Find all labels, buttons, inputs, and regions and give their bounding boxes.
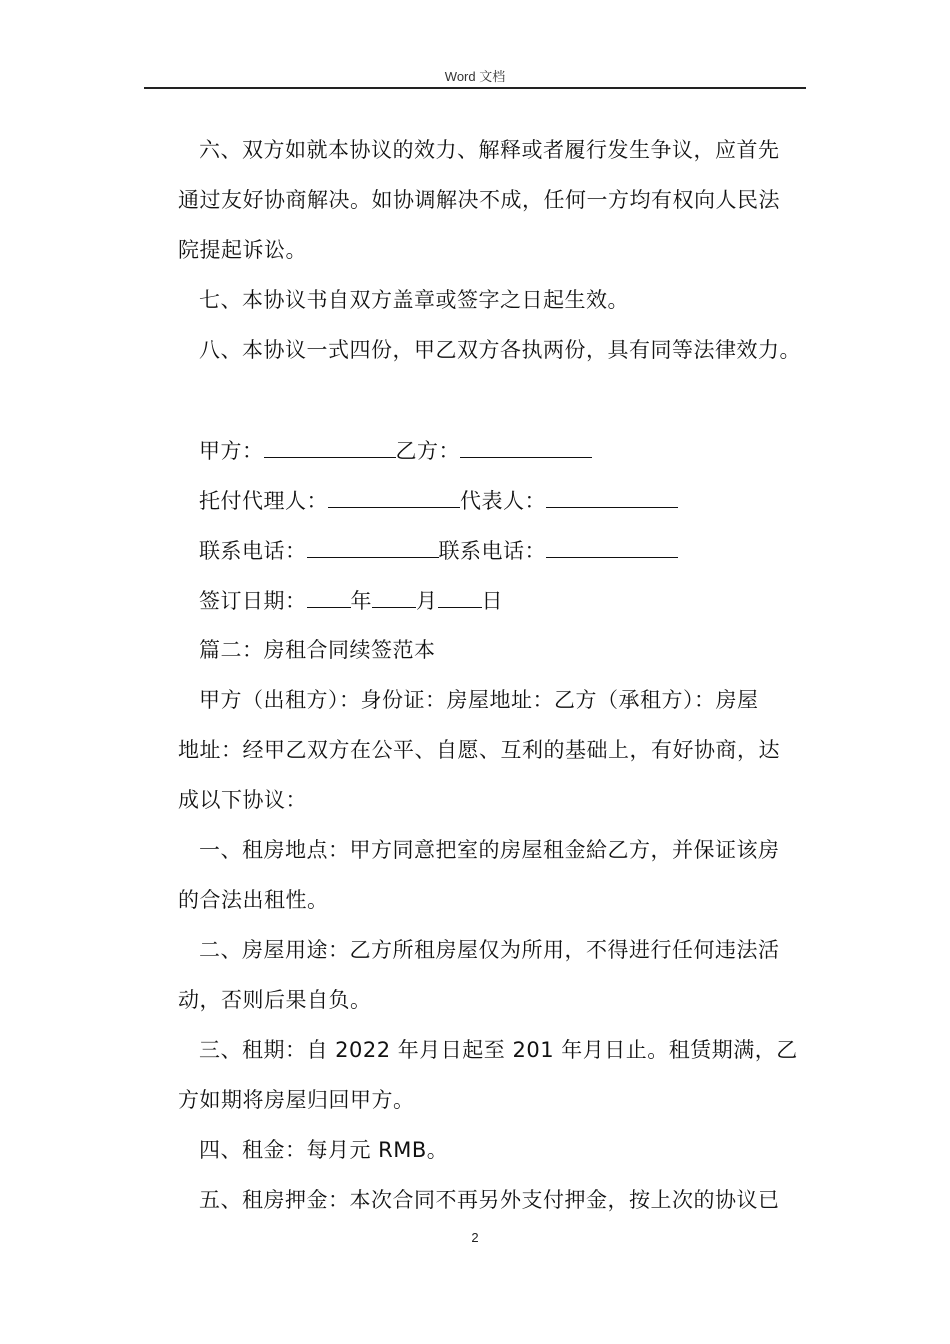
signature-agent-line [199, 485, 839, 515]
page-header: Word 文档 [444, 69, 506, 84]
signature-parties-line [199, 435, 839, 465]
paragraph-line: 成以下协议： [178, 788, 307, 812]
paragraph-line: 四、租金：每月元 RMB。 [199, 1138, 449, 1162]
paragraph-line: 的合法出租性。 [178, 888, 329, 912]
paragraph-line: 七、本协议书自双方盖章或签字之日起生效。 [199, 288, 629, 312]
section-title: 篇二：房租合同续签范本 [199, 638, 436, 662]
date-label: 签订日期： [199, 589, 307, 613]
paragraph-line: 甲方（出租方）：身份证：房屋地址：乙方（承租方）：房屋 [199, 688, 759, 712]
rep-blank [546, 485, 678, 508]
paragraph-line: 一、租房地点：甲方同意把室的房屋租金給乙方，并保证该房 [199, 838, 780, 862]
party-a-label: 甲方： [199, 439, 264, 463]
party-b-label: 乙方： [395, 439, 460, 463]
page-number: 2 [471, 1230, 479, 1245]
day-label: 日 [481, 589, 503, 613]
signature-phone-line [199, 535, 839, 565]
phone-label-b: 联系电话： [438, 539, 546, 563]
paragraph-line: 二、房屋用途：乙方所租房屋仅为所用，不得进行任何违法活 [199, 938, 780, 962]
paragraph-line: 五、租房押金：本次合同不再另外支付押金，按上次的协议已 [199, 1188, 780, 1212]
party-a-blank [264, 435, 396, 458]
paragraph-line: 院提起诉讼。 [178, 238, 307, 262]
header-rule [144, 87, 806, 89]
phone-blank-b [546, 535, 678, 558]
phone-blank-a [307, 535, 439, 558]
paragraph-line: 动，否则后果自负。 [178, 988, 372, 1012]
year-label: 年 [350, 589, 372, 613]
year-blank [307, 585, 351, 608]
signature-date-line [199, 585, 839, 615]
agent-label: 托付代理人： [199, 489, 328, 513]
paragraph-line: 六、双方如就本协议的效力、解释或者履行发生争议，应首先 [199, 138, 780, 162]
paragraph-line: 方如期将房屋归回甲方。 [178, 1088, 415, 1112]
phone-label-a: 联系电话： [199, 539, 307, 563]
rep-label: 代表人： [460, 489, 546, 513]
paragraph-line: 三、租期：自 2022 年月日起至 201 年月日止。租赁期满，乙 [199, 1038, 798, 1062]
party-b-blank [460, 435, 592, 458]
paragraph-line: 八、本协议一式四份，甲乙双方各执两份，具有同等法律效力。 [199, 338, 801, 362]
agent-blank [328, 485, 460, 508]
paragraph-line: 地址：经甲乙双方在公平、自愿、互利的基础上，有好协商，达 [178, 738, 780, 762]
day-blank [438, 585, 482, 608]
paragraph-line: 通过友好协商解决。如协调解决不成，任何一方均有权向人民法 [178, 188, 780, 212]
month-label: 月 [416, 589, 438, 613]
month-blank [372, 585, 416, 608]
